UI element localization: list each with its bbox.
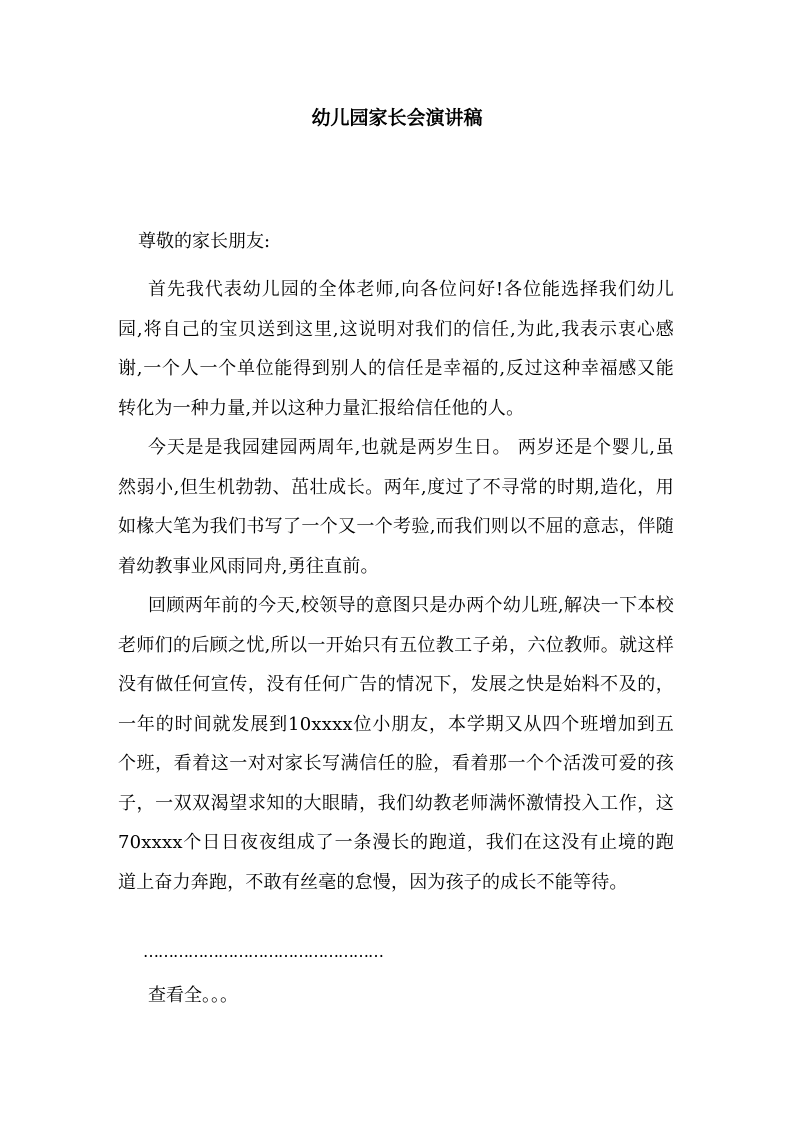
document-body bbox=[118, 270, 674, 902]
salutation: 尊敬的家长朋友: bbox=[138, 231, 271, 252]
ellipsis-divider: ………………………………………… bbox=[143, 942, 383, 961]
document-title: 幼儿园家长会演讲稿 bbox=[311, 107, 483, 129]
paragraph: 首先我代表幼儿园的全体老师,向各位问好!各位能选择我们幼儿园,将自己的宝贝送到这里,这说明对我们的信任,为此,我表示衷心感谢,一个人一个单位能得到别人的信任是幸福的,反过这种幸福感又能转化为一种力量,并以这种力量汇报给信任他的人。 bbox=[118, 279, 674, 419]
view-more-text: 查看全。。。 bbox=[148, 985, 238, 1006]
paragraph: 今天是是我园建园两周年,也就是两岁生日。 两岁还是个婴儿,虽然弱小,但生机勃勃、茁壮成长。两年,度过了不寻常的时期,造化，用如椽大笔为我们书写了一个又一个考验,而我们则以不屈的意志，伴随着幼教事业风雨同舟,勇往直前。 bbox=[118, 437, 674, 577]
paragraph: 回顾两年前的今天,校领导的意图只是办两个幼儿班,解决一下本校老师们的后顾之忧,所以一开始只有五位教工子弟，六位教师。就这样没有做任何宣传，没有任何广告的情况下，发展之快是始料不及的，一年的时间就发展到10xxxx位小朋友，本学期又从四个班增加到五个班，看着这一对对家长写满信任的脸，看着那一个个活泼可爱的孩子，一双双渴望求知的大眼睛，我们幼教老师满怀激情投入工作，这70xxxx个日日夜夜组成了一条漫长的跑道，我们在这没有止境的跑道上奋力奔跑，不敢有丝毫的怠慢，因为孩子的成长不能等待。 bbox=[118, 595, 674, 893]
